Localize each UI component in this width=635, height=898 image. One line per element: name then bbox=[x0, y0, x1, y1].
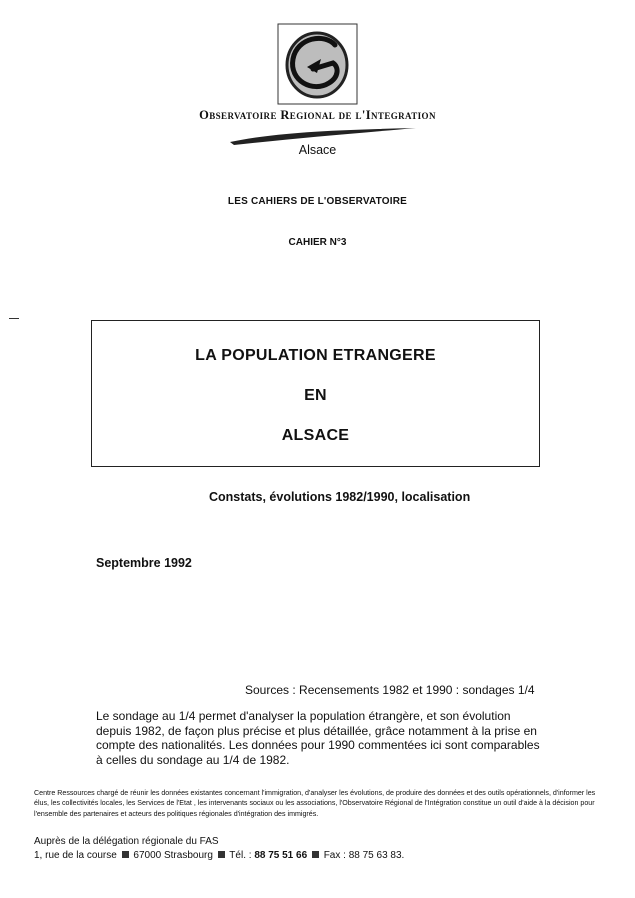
issue-number: CAHIER N°3 bbox=[288, 237, 347, 248]
square-bullet-icon bbox=[122, 851, 129, 858]
address-line-1: Auprès de la délégation régionale du FAS bbox=[34, 836, 219, 847]
title-line-1: LA POPULATION ETRANGERE bbox=[195, 347, 436, 364]
title-line-3: ALSACE bbox=[281, 427, 350, 444]
sources-line: Sources : Recensements 1982 et 1990 : sondages 1/4 bbox=[245, 683, 535, 697]
series-title: LES CAHIERS DE L'OBSERVATOIRE bbox=[227, 196, 408, 207]
description-paragraph: Le sondage au 1/4 permet d'analyser la population étrangère, et son évolution depuis 1982, de façon plus précise et plus détaillée, grâce notamment à la prise en compte des nationalités. Les données pour 1990 commentées ici sont comparables à celles du sondage au 1/4 de 1982. bbox=[96, 709, 540, 767]
observatoire-g-logo-icon bbox=[277, 23, 358, 105]
phone-number: 88 75 51 66 bbox=[254, 850, 308, 861]
address-line-2 bbox=[34, 850, 404, 861]
main-title-box bbox=[91, 320, 540, 467]
fax-label: Fax : bbox=[323, 850, 346, 861]
title-line-2: EN bbox=[304, 387, 327, 404]
centre-description: Centre Ressources chargé de réunir les données existantes concernant l'immigration, d'analyser les évolutions, de produire des données et des outils opérationnels, d'informer les élus, les collectivités locales, les Services de l'Etat , les intervenants sociaux ou les associations, l'Observatoire Régional de l'Intégration constitue un outil d'aide à la décision pour l'ensemble des partenaires et acteurs des politiques régionales d'intégration des immigrés. bbox=[34, 789, 596, 818]
square-bullet-icon bbox=[312, 851, 319, 858]
subtitle: Constats, évolutions 1982/1990, localisation bbox=[209, 490, 471, 504]
publication-date: Septembre 1992 bbox=[96, 556, 192, 570]
phone-label: Tél. : bbox=[229, 850, 252, 861]
address-city: 67000 Strasbourg bbox=[133, 850, 213, 861]
organization-name: Observatoire Regional de l'Integration bbox=[199, 108, 436, 122]
region-label: Alsace bbox=[298, 143, 337, 157]
address-street: 1, rue de la course bbox=[34, 850, 117, 861]
fax-number: 88 75 63 83. bbox=[348, 850, 405, 861]
margin-mark bbox=[9, 318, 19, 319]
square-bullet-icon bbox=[218, 851, 225, 858]
